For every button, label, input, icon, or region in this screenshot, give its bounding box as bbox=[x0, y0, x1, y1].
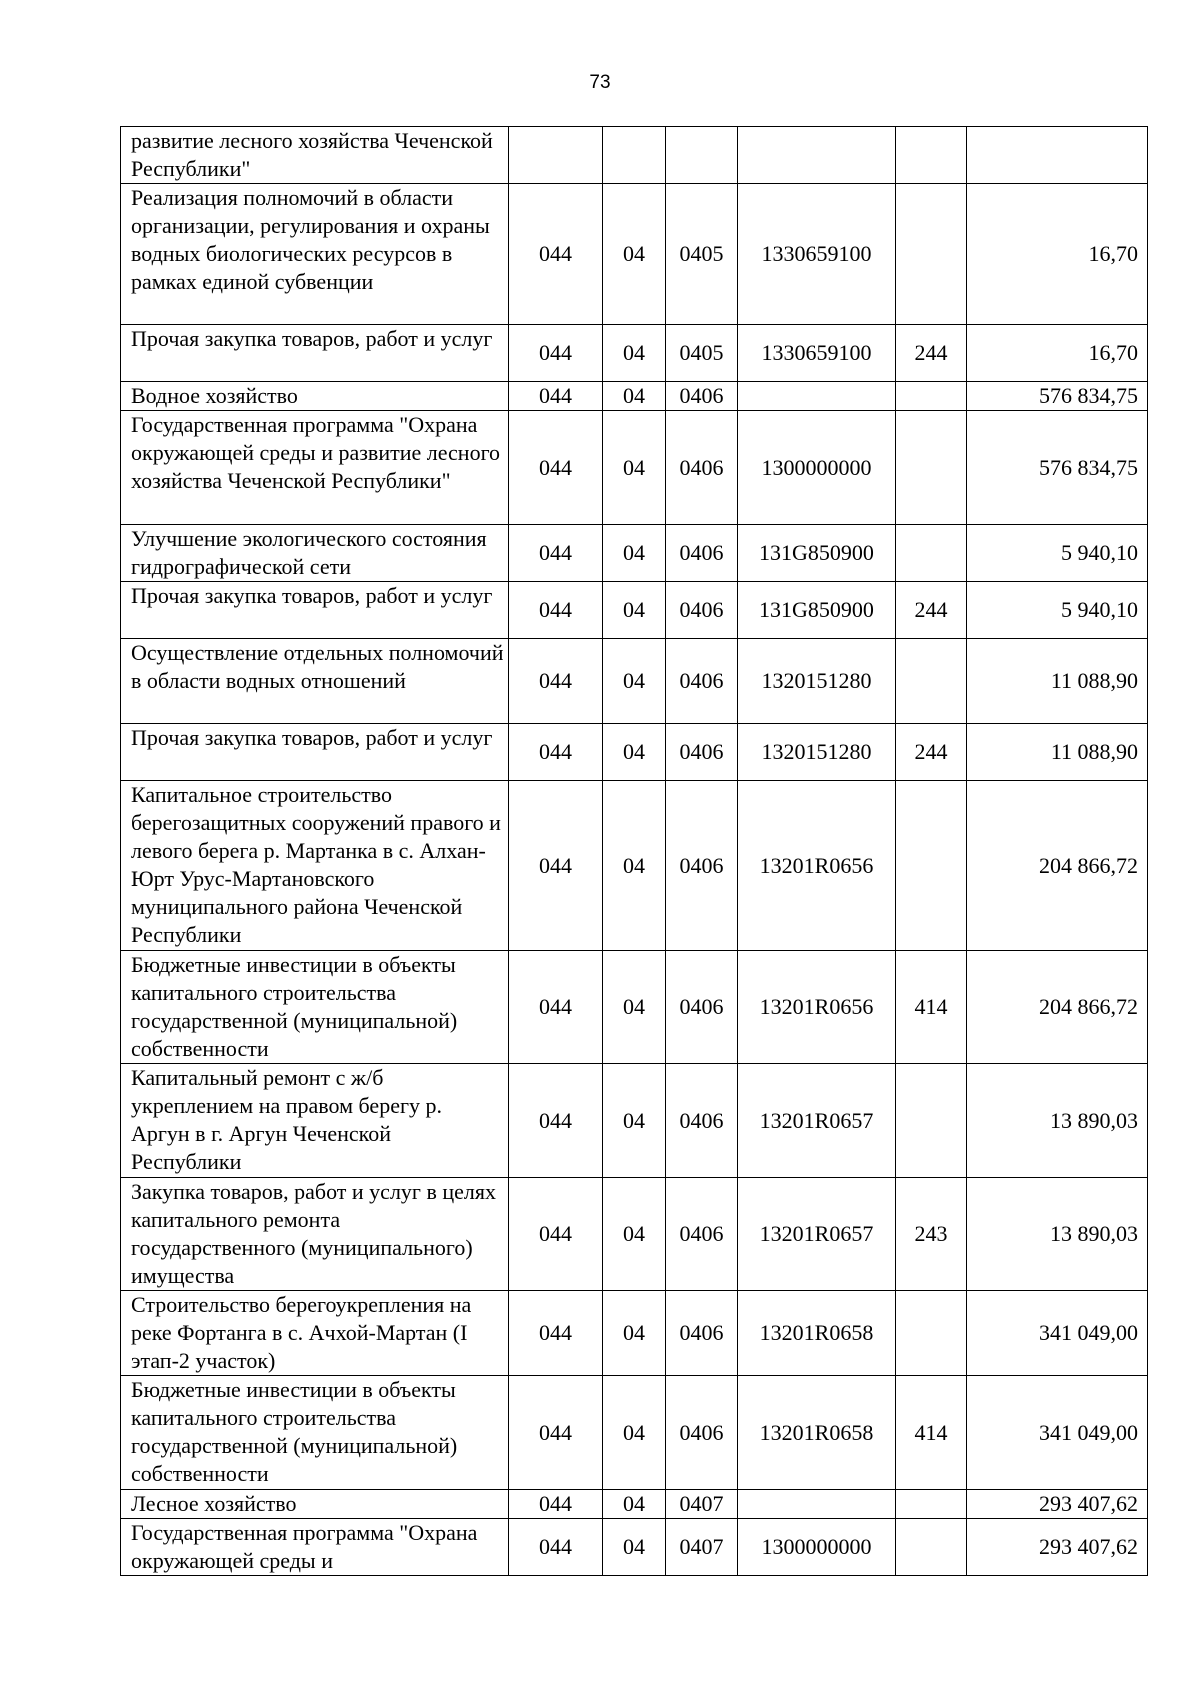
row-name: Капитальный ремонт с ж/б укреплением на правом берегу р. Аргун в г. Аргун Чеченской Республики bbox=[121, 1064, 509, 1178]
table-row bbox=[121, 184, 1148, 325]
amount: 576 834,75 bbox=[967, 382, 1148, 411]
razdel-code: 04 bbox=[603, 325, 666, 382]
row-name: Реализация полномочий в области организации, регулирования и охраны водных биологических ресурсов в рамках единой субвенции bbox=[121, 184, 509, 325]
glava-code: 044 bbox=[509, 724, 603, 781]
podrazdel-code: 0406 bbox=[666, 1376, 738, 1490]
expense-type-code bbox=[896, 1490, 967, 1519]
razdel-code: 04 bbox=[603, 582, 666, 639]
target-article-code: 1330659100 bbox=[738, 325, 896, 382]
row-name: Закупка товаров, работ и услуг в целях капитального ремонта государственного (муниципального) имущества bbox=[121, 1178, 509, 1291]
podrazdel-code: 0406 bbox=[666, 1064, 738, 1178]
glava-code: 044 bbox=[509, 1178, 603, 1291]
row-name: Строительство берегоукрепления на реке Фортанга в с. Ачхой-Мартан (I этап-2 участок) bbox=[121, 1291, 509, 1376]
razdel-code: 04 bbox=[603, 411, 666, 525]
table-row bbox=[121, 951, 1148, 1064]
target-article-code: 1330659100 bbox=[738, 184, 896, 325]
podrazdel-code: 0407 bbox=[666, 1490, 738, 1519]
table-row bbox=[121, 1178, 1148, 1291]
razdel-code: 04 bbox=[603, 525, 666, 582]
podrazdel-code: 0406 bbox=[666, 582, 738, 639]
table-row bbox=[121, 781, 1148, 951]
podrazdel-code: 0406 bbox=[666, 1178, 738, 1291]
budget-table bbox=[120, 126, 1148, 1576]
razdel-code: 04 bbox=[603, 382, 666, 411]
expense-type-code bbox=[896, 525, 967, 582]
row-name: Улучшение экологического состояния гидрографической сети bbox=[121, 525, 509, 582]
razdel-code: 04 bbox=[603, 781, 666, 951]
podrazdel-code: 0406 bbox=[666, 724, 738, 781]
amount: 5 940,10 bbox=[967, 582, 1148, 639]
table-row bbox=[121, 382, 1148, 411]
amount: 204 866,72 bbox=[967, 951, 1148, 1064]
glava-code: 044 bbox=[509, 1376, 603, 1490]
expense-type-code bbox=[896, 127, 967, 184]
table-row bbox=[121, 1376, 1148, 1490]
expense-type-code bbox=[896, 1064, 967, 1178]
razdel-code: 04 bbox=[603, 1178, 666, 1291]
podrazdel-code: 0406 bbox=[666, 1291, 738, 1376]
glava-code: 044 bbox=[509, 184, 603, 325]
expense-type-code bbox=[896, 184, 967, 325]
podrazdel-code: 0405 bbox=[666, 325, 738, 382]
row-name: Капитальное строительство берегозащитных сооружений правого и левого берега р. Мартанка в с. Алхан-Юрт Урус-Мартановского муниципального района Чеченской Республики bbox=[121, 781, 509, 951]
target-article-code: 131G850900 bbox=[738, 582, 896, 639]
razdel-code: 04 bbox=[603, 724, 666, 781]
glava-code: 044 bbox=[509, 781, 603, 951]
glava-code: 044 bbox=[509, 1519, 603, 1576]
amount: 11 088,90 bbox=[967, 639, 1148, 724]
razdel-code: 04 bbox=[603, 1064, 666, 1178]
razdel-code: 04 bbox=[603, 184, 666, 325]
target-article-code bbox=[738, 1490, 896, 1519]
table-row bbox=[121, 127, 1148, 184]
target-article-code: 13201R0657 bbox=[738, 1064, 896, 1178]
podrazdel-code: 0405 bbox=[666, 184, 738, 325]
podrazdel-code: 0406 bbox=[666, 411, 738, 525]
amount: 204 866,72 bbox=[967, 781, 1148, 951]
glava-code: 044 bbox=[509, 1064, 603, 1178]
podrazdel-code: 0406 bbox=[666, 382, 738, 411]
target-article-code: 131G850900 bbox=[738, 525, 896, 582]
expense-type-code: 414 bbox=[896, 1376, 967, 1490]
row-name: Прочая закупка товаров, работ и услуг bbox=[121, 325, 509, 382]
expense-type-code bbox=[896, 1519, 967, 1576]
expense-type-code: 243 bbox=[896, 1178, 967, 1291]
glava-code: 044 bbox=[509, 525, 603, 582]
row-name: Водное хозяйство bbox=[121, 382, 509, 411]
razdel-code bbox=[603, 127, 666, 184]
amount: 13 890,03 bbox=[967, 1178, 1148, 1291]
razdel-code: 04 bbox=[603, 1376, 666, 1490]
amount: 341 049,00 bbox=[967, 1291, 1148, 1376]
amount: 16,70 bbox=[967, 184, 1148, 325]
target-article-code: 1300000000 bbox=[738, 411, 896, 525]
podrazdel-code: 0406 bbox=[666, 639, 738, 724]
target-article-code bbox=[738, 382, 896, 411]
table-row bbox=[121, 325, 1148, 382]
razdel-code: 04 bbox=[603, 1291, 666, 1376]
glava-code: 044 bbox=[509, 411, 603, 525]
expense-type-code bbox=[896, 1291, 967, 1376]
target-article-code: 1320151280 bbox=[738, 639, 896, 724]
amount: 16,70 bbox=[967, 325, 1148, 382]
amount: 13 890,03 bbox=[967, 1064, 1148, 1178]
target-article-code: 13201R0657 bbox=[738, 1178, 896, 1291]
target-article-code bbox=[738, 127, 896, 184]
expense-type-code bbox=[896, 411, 967, 525]
table-row bbox=[121, 1490, 1148, 1519]
expense-type-code bbox=[896, 639, 967, 724]
razdel-code: 04 bbox=[603, 639, 666, 724]
expense-type-code: 244 bbox=[896, 325, 967, 382]
row-name: развитие лесного хозяйства Чеченской Республики" bbox=[121, 127, 509, 184]
glava-code: 044 bbox=[509, 1291, 603, 1376]
amount: 576 834,75 bbox=[967, 411, 1148, 525]
row-name: Прочая закупка товаров, работ и услуг bbox=[121, 724, 509, 781]
amount: 293 407,62 bbox=[967, 1519, 1148, 1576]
row-name: Государственная программа "Охрана окружающей среды и развитие лесного хозяйства Чеченской Республики" bbox=[121, 411, 509, 525]
expense-type-code: 244 bbox=[896, 724, 967, 781]
table-row bbox=[121, 411, 1148, 525]
row-name: Осуществление отдельных полномочий в области водных отношений bbox=[121, 639, 509, 724]
amount bbox=[967, 127, 1148, 184]
glava-code: 044 bbox=[509, 382, 603, 411]
glava-code: 044 bbox=[509, 1490, 603, 1519]
razdel-code: 04 bbox=[603, 1490, 666, 1519]
target-article-code: 1300000000 bbox=[738, 1519, 896, 1576]
row-name: Бюджетные инвестиции в объекты капитального строительства государственной (муниципальной) собственности bbox=[121, 1376, 509, 1490]
row-name: Прочая закупка товаров, работ и услуг bbox=[121, 582, 509, 639]
target-article-code: 1320151280 bbox=[738, 724, 896, 781]
podrazdel-code: 0406 bbox=[666, 951, 738, 1064]
podrazdel-code: 0407 bbox=[666, 1519, 738, 1576]
podrazdel-code: 0406 bbox=[666, 525, 738, 582]
target-article-code: 13201R0658 bbox=[738, 1291, 896, 1376]
glava-code: 044 bbox=[509, 582, 603, 639]
table-row bbox=[121, 1064, 1148, 1178]
razdel-code: 04 bbox=[603, 1519, 666, 1576]
table-row bbox=[121, 1291, 1148, 1376]
amount: 341 049,00 bbox=[967, 1376, 1148, 1490]
podrazdel-code: 0406 bbox=[666, 781, 738, 951]
target-article-code: 13201R0656 bbox=[738, 951, 896, 1064]
table-row bbox=[121, 724, 1148, 781]
expense-type-code: 414 bbox=[896, 951, 967, 1064]
row-name: Государственная программа "Охрана окружающей среды и bbox=[121, 1519, 509, 1576]
glava-code: 044 bbox=[509, 325, 603, 382]
table-row bbox=[121, 525, 1148, 582]
amount: 11 088,90 bbox=[967, 724, 1148, 781]
glava-code bbox=[509, 127, 603, 184]
table-row bbox=[121, 582, 1148, 639]
razdel-code: 04 bbox=[603, 951, 666, 1064]
row-name: Бюджетные инвестиции в объекты капитального строительства государственной (муниципальной) собственности bbox=[121, 951, 509, 1064]
target-article-code: 13201R0656 bbox=[738, 781, 896, 951]
page-number: 73 bbox=[589, 72, 611, 93]
podrazdel-code bbox=[666, 127, 738, 184]
expense-type-code bbox=[896, 382, 967, 411]
table-row bbox=[121, 1519, 1148, 1576]
amount: 5 940,10 bbox=[967, 525, 1148, 582]
expense-type-code: 244 bbox=[896, 582, 967, 639]
glava-code: 044 bbox=[509, 639, 603, 724]
amount: 293 407,62 bbox=[967, 1490, 1148, 1519]
table-row bbox=[121, 639, 1148, 724]
row-name: Лесное хозяйство bbox=[121, 1490, 509, 1519]
glava-code: 044 bbox=[509, 951, 603, 1064]
expense-type-code bbox=[896, 781, 967, 951]
target-article-code: 13201R0658 bbox=[738, 1376, 896, 1490]
